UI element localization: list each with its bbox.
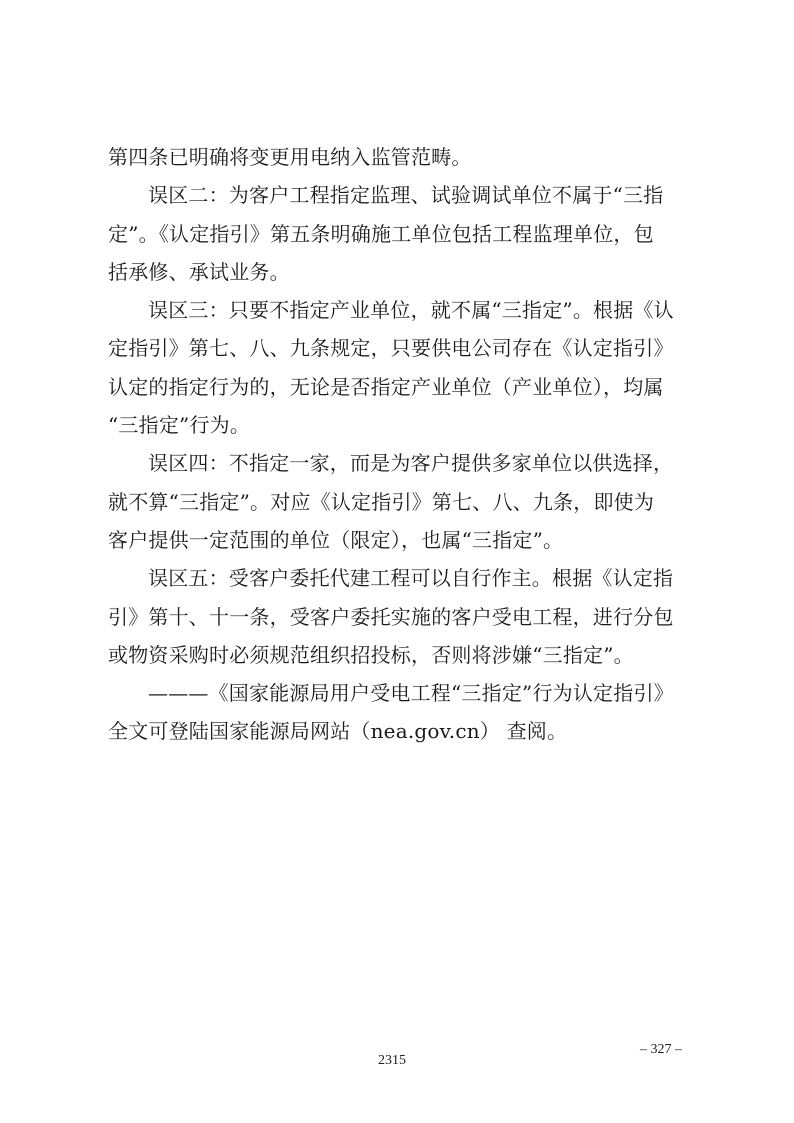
- text-line: 误区三：只要不指定产业单位，就不属“三指定”。根据《认: [148, 298, 674, 323]
- text-line: 误区四：不指定一家，而是为客户提供多家单位以供选择，: [148, 451, 674, 476]
- text-line: 引》第十、十一条，受客户委托实施的客户受电工程，进行分包: [108, 604, 674, 629]
- text-line: 认定的指定行为的，无论是否指定产业单位（产业单位），均属: [108, 374, 664, 399]
- text-line: “三指定”行为。: [108, 413, 251, 438]
- text-line: 括承修、承试业务。: [108, 259, 290, 284]
- page-number: – 327 –: [640, 1042, 682, 1057]
- footer-number: 2315: [378, 1053, 406, 1068]
- text-line: 误区五：受客户委托代建工程可以自行作主。根据《认定指: [148, 566, 674, 591]
- text-line: 全文可登陆国家能源局网站（nea.gov.cn） 查阅。: [108, 719, 568, 744]
- text-line: 定指引》第七、八、九条规定，只要供电公司存在《认定指引》: [108, 336, 674, 361]
- text-line: 客户提供一定范围的单位（限定），也属“三指定”。: [108, 527, 564, 552]
- text-line: 定”。《认定指引》第五条明确施工单位包括工程监理单位，包: [108, 221, 654, 246]
- document-body: [108, 138, 696, 751]
- text-line: ———《国家能源局用户受电工程“三指定”行为认定指引》: [148, 681, 674, 706]
- text-line: 或物资采购时必须规范组织招投标，否则将涉嫌“三指定”。: [108, 642, 634, 667]
- text-line: 就不算“三指定”。对应《认定指引》第七、八、九条，即使为: [108, 489, 655, 514]
- text-line: 第四条已明确将变更用电纳入监管范畴。: [108, 145, 472, 169]
- text-line: 误区二：为客户工程指定监理、试验调试单位不属于“三指: [148, 183, 664, 208]
